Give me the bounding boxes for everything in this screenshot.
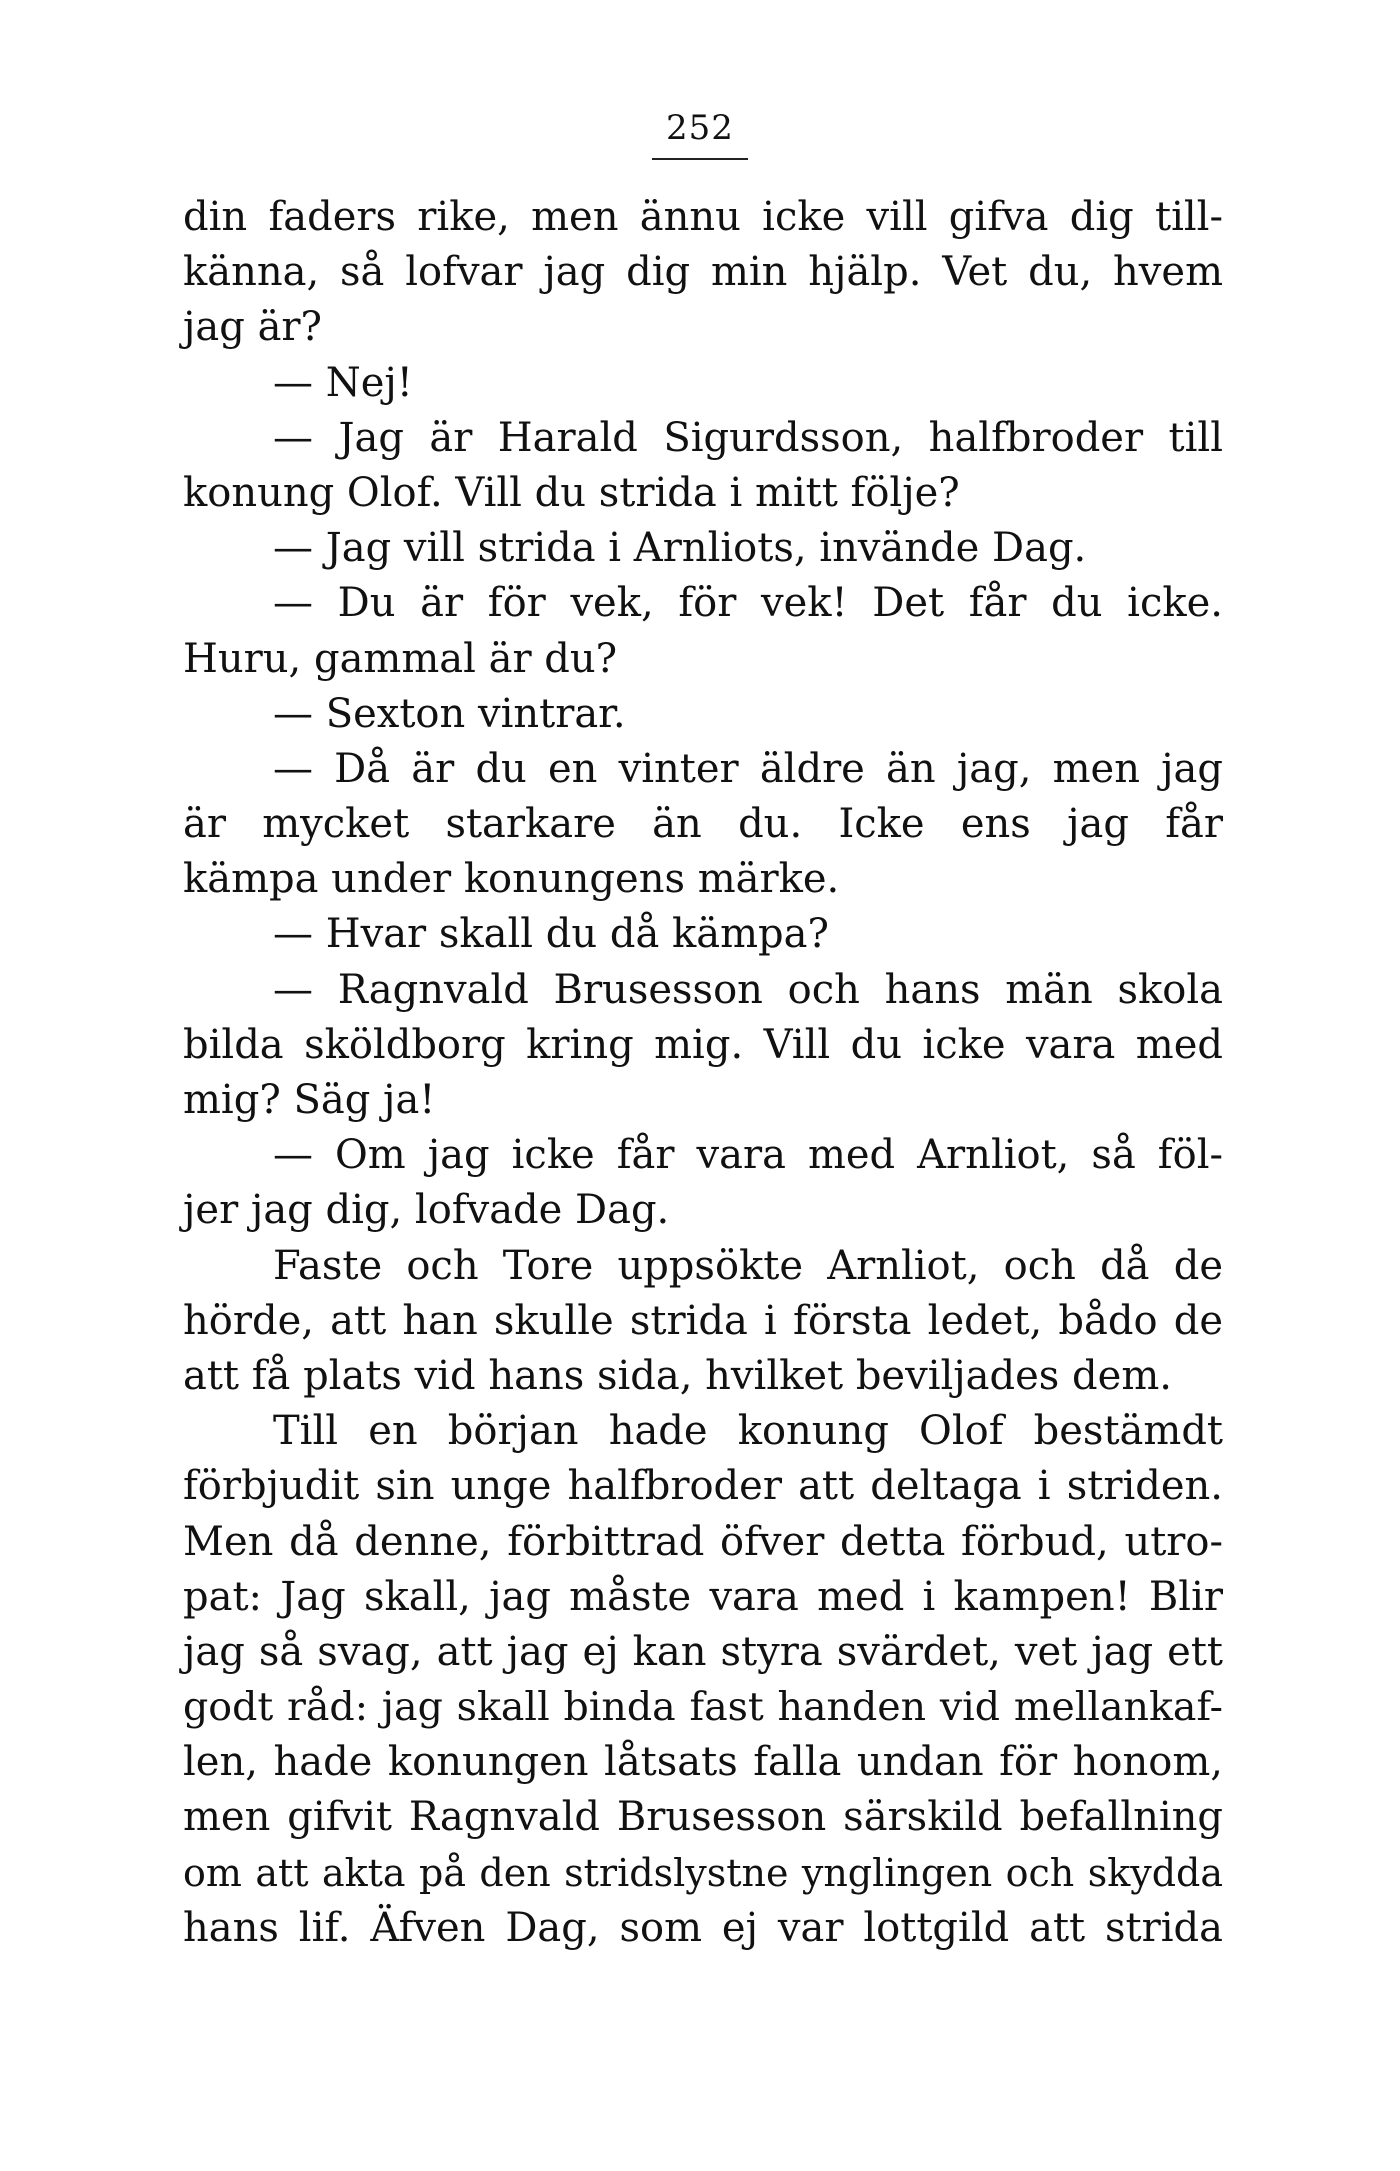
text-line: — Hvar skall du då kämpa? bbox=[273, 911, 829, 958]
text-line: hörde, att han skulle strida i första ledet, bådo de bbox=[183, 1297, 1223, 1344]
text-line: men gifvit Ragnvald Brusesson särskild befallning bbox=[183, 1794, 1223, 1841]
text-line: jag så svag, att jag ej kan styra svärdet, vet jag ett bbox=[183, 1628, 1223, 1675]
text-line: Huru, gammal är du? bbox=[183, 635, 618, 682]
text-line: förbjudit sin unge halfbroder att deltaga i striden. bbox=[183, 1463, 1223, 1510]
text-line: — Då är du en vinter äldre än jag, men jag bbox=[273, 745, 1223, 792]
text-line: kämpa under konungens märke. bbox=[183, 856, 840, 903]
text-line: jag är? bbox=[183, 304, 322, 351]
text-line: — Om jag icke får vara med Arnliot, så föl- bbox=[273, 1132, 1223, 1179]
text-line: — Nej! bbox=[273, 359, 413, 406]
text-line: len, hade konungen låtsats falla undan för honom, bbox=[183, 1739, 1223, 1786]
text-line: godt råd: jag skall binda fast handen vid mellankaf- bbox=[183, 1684, 1223, 1731]
text-line: att få plats vid hans sida, hvilket beviljades dem. bbox=[183, 1352, 1172, 1399]
text-line: din faders rike, men ännu icke vill gifva dig till- bbox=[183, 194, 1223, 240]
text-line: — Jag är Harald Sigurdsson, halfbroder till bbox=[273, 414, 1223, 461]
text-line: jer jag dig, lofvade Dag. bbox=[183, 1187, 670, 1234]
text-line: Men då denne, förbittrad öfver detta förbud, utro- bbox=[183, 1518, 1223, 1565]
text-line: — Du är för vek, för vek! Det får du icke. bbox=[273, 580, 1223, 627]
text-line: är mycket starkare än du. Icke ens jag får bbox=[183, 801, 1223, 848]
text-line: Till en början hade konung Olof bestämdt bbox=[273, 1408, 1223, 1455]
text-line: känna, så lofvar jag dig min hjälp. Vet du, hvem bbox=[183, 249, 1223, 296]
text-line: hans lif. Äfven Dag, som ej var lottgild att strida bbox=[183, 1904, 1223, 1951]
text-line: bilda sköldborg kring mig. Vill du icke vara med bbox=[183, 1021, 1223, 1068]
body-text bbox=[183, 190, 1223, 1956]
text-line: konung Olof. Vill du strida i mitt följe? bbox=[183, 469, 960, 516]
text-line: — Sexton vintrar. bbox=[273, 690, 626, 737]
text-line: — Ragnvald Brusesson och hans män skola bbox=[273, 966, 1223, 1013]
text-line: — Jag vill strida i Arnliots, invände Dag. bbox=[273, 525, 1087, 572]
page-number: 252 bbox=[666, 108, 734, 148]
text-line: om att akta på den stridslystne ynglingen och skydda bbox=[183, 1850, 1223, 1895]
text-line: mig? Säg ja! bbox=[183, 1077, 436, 1123]
text-line: pat: Jag skall, jag måste vara med i kampen! Blir bbox=[183, 1573, 1223, 1620]
page-number-rule bbox=[652, 158, 748, 160]
text-line: Faste och Tore uppsökte Arnliot, och då de bbox=[273, 1242, 1223, 1289]
